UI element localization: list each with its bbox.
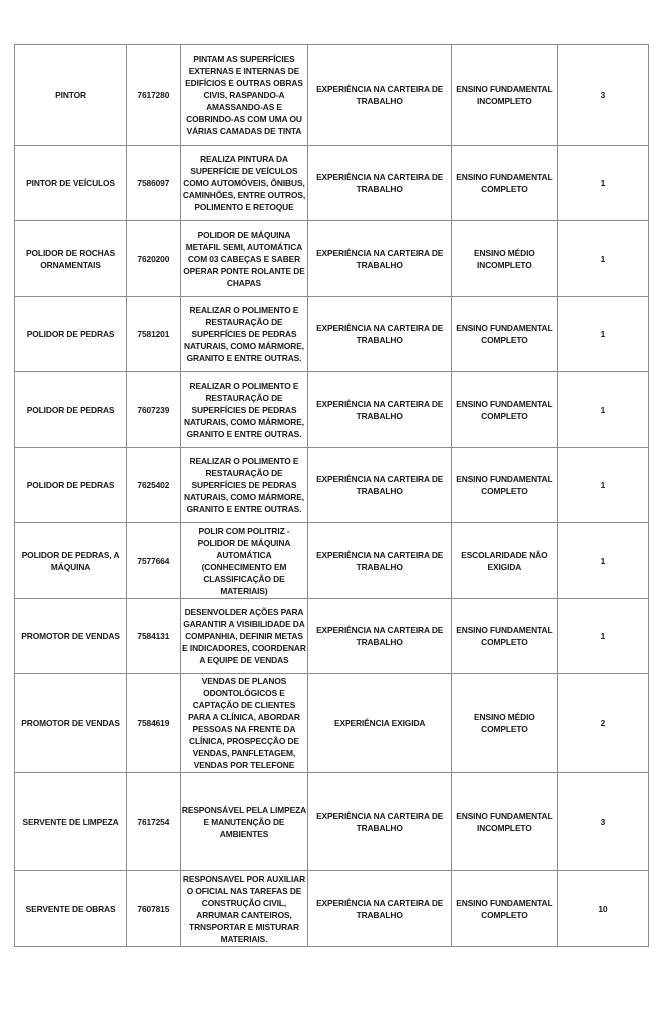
job-title: PINTOR DE VEÍCULOS [15,146,127,221]
job-description: POLIDOR DE MÁQUINA METAFIL SEMI, AUTOMÁTICA COM 03 CABEÇAS E SABER OPERAR PONTE ROLANTE DE CHAPAS [180,221,308,297]
job-description: PINTAM AS SUPERFÍCIES EXTERNAS E INTERNAS DE EDIFÍCIOS E OUTRAS OBRAS CIVIS, RASPANDO-A AMASSANDO-AS E COBRINDO-AS COM UMA OU VÁRIAS CAMADAS DE TINTA [180,45,308,146]
job-listings-body [15,45,649,947]
job-education: ENSINO MÉDIO INCOMPLETO [451,221,557,297]
job-education: ENSINO FUNDAMENTAL COMPLETO [451,871,557,947]
job-experience: EXPERIÊNCIA NA CARTEIRA DE TRABALHO [308,221,452,297]
job-education: ENSINO FUNDAMENTAL COMPLETO [451,146,557,221]
job-description: POLIR COM POLITRIZ - POLIDOR DE MÁQUINA AUTOMÁTICA (CONHECIMENTO EM CLASSIFICAÇÃO DE MATERIAIS) [180,523,308,599]
job-vacancies: 1 [557,221,648,297]
job-code: 7620200 [127,221,180,297]
job-description: RESPONSAVEL POR AUXILIAR O OFICIAL NAS TAREFAS DE CONSTRUÇÃO CIVIL, ARRUMAR CANTEIROS, TRNSPORTAR E MISTURAR MATERIAIS. [180,871,308,947]
job-description: RESPONSÁVEL PELA LIMPEZA E MANUTENÇÃO DE AMBIENTES [180,773,308,871]
job-description: REALIZAR O POLIMENTO E RESTAURAÇÃO DE SUPERFÍCIES DE PEDRAS NATURAIS, COMO MÁRMORE, GRANITO E ENTRE OUTRAS. [180,297,308,372]
job-education: ENSINO FUNDAMENTAL COMPLETO [451,297,557,372]
table-row [15,297,649,372]
job-experience: EXPERIÊNCIA NA CARTEIRA DE TRABALHO [308,297,452,372]
job-title: SERVENTE DE LIMPEZA [15,773,127,871]
job-vacancies: 10 [557,871,648,947]
job-code: 7625402 [127,448,180,523]
job-experience: EXPERIÊNCIA NA CARTEIRA DE TRABALHO [308,146,452,221]
job-experience: EXPERIÊNCIA NA CARTEIRA DE TRABALHO [308,871,452,947]
table-row [15,146,649,221]
job-experience: EXPERIÊNCIA EXIGIDA [308,674,452,773]
job-code: 7577664 [127,523,180,599]
job-description: DESENVOLDER AÇÕES PARA GARANTIR A VISIBILIDADE DA COMPANHIA, DEFINIR METAS E INDICADORES, COORDENAR A EQUIPE DE VENDAS [180,599,308,674]
job-experience: EXPERIÊNCIA NA CARTEIRA DE TRABALHO [308,599,452,674]
job-code: 7607239 [127,372,180,448]
job-title: SERVENTE DE OBRAS [15,871,127,947]
job-code: 7586097 [127,146,180,221]
job-education: ENSINO FUNDAMENTAL INCOMPLETO [451,45,557,146]
table-row [15,674,649,773]
job-experience: EXPERIÊNCIA NA CARTEIRA DE TRABALHO [308,372,452,448]
job-vacancies: 1 [557,523,648,599]
job-code: 7584131 [127,599,180,674]
job-description: REALIZA PINTURA DA SUPERFÍCIE DE VEÍCULOS COMO AUTOMÓVEIS, ÔNIBUS, CAMINHÕES, ENTRE OUTROS, POLIMENTO E RETOQUE [180,146,308,221]
job-experience: EXPERIÊNCIA NA CARTEIRA DE TRABALHO [308,523,452,599]
job-vacancies: 1 [557,372,648,448]
job-code: 7584619 [127,674,180,773]
job-education: ESCOLARIDADE NÃO EXIGIDA [451,523,557,599]
job-experience: EXPERIÊNCIA NA CARTEIRA DE TRABALHO [308,448,452,523]
job-vacancies: 3 [557,45,648,146]
table-row [15,448,649,523]
job-title: POLIDOR DE PEDRAS [15,372,127,448]
job-title: POLIDOR DE PEDRAS [15,297,127,372]
job-education: ENSINO FUNDAMENTAL COMPLETO [451,448,557,523]
job-experience: EXPERIÊNCIA NA CARTEIRA DE TRABALHO [308,773,452,871]
table-row [15,372,649,448]
job-vacancies: 1 [557,146,648,221]
job-code: 7581201 [127,297,180,372]
job-code: 7617254 [127,773,180,871]
job-code: 7607815 [127,871,180,947]
job-description: REALIZAR O POLIMENTO E RESTAURAÇÃO DE SUPERFÍCIES DE PEDRAS NATURAIS, COMO MÁRMORE, GRANITO E ENTRE OUTRAS. [180,372,308,448]
job-description: REALIZAR O POLIMENTO E RESTAURAÇÃO DE SUPERFÍCIES DE PEDRAS NATURAIS, COMO MÁRMORE, GRANITO E ENTRE OUTRAS. [180,448,308,523]
job-education: ENSINO FUNDAMENTAL COMPLETO [451,372,557,448]
table-row [15,599,649,674]
job-listings-table [14,44,649,947]
job-education: ENSINO FUNDAMENTAL INCOMPLETO [451,773,557,871]
job-code: 7617280 [127,45,180,146]
job-title: POLIDOR DE PEDRAS, A MÁQUINA [15,523,127,599]
job-title: POLIDOR DE ROCHAS ORNAMENTAIS [15,221,127,297]
job-vacancies: 1 [557,448,648,523]
job-vacancies: 1 [557,297,648,372]
job-description: VENDAS DE PLANOS ODONTOLÓGICOS E CAPTAÇÃO DE CLIENTES PARA A CLÍNICA, ABORDAR PESSOAS NA FRENTE DA CLÍNICA, PROSPECÇÃO DE VENDAS, PANFLETAGEM, VENDAS POR TELEFONE [180,674,308,773]
job-experience: EXPERIÊNCIA NA CARTEIRA DE TRABALHO [308,45,452,146]
job-title: PINTOR [15,45,127,146]
table-row [15,871,649,947]
table-row [15,221,649,297]
table-row [15,773,649,871]
job-vacancies: 1 [557,599,648,674]
job-vacancies: 3 [557,773,648,871]
job-title: POLIDOR DE PEDRAS [15,448,127,523]
job-title: PROMOTOR DE VENDAS [15,674,127,773]
job-education: ENSINO MÉDIO COMPLETO [451,674,557,773]
job-vacancies: 2 [557,674,648,773]
job-title: PROMOTOR DE VENDAS [15,599,127,674]
table-row [15,45,649,146]
table-row [15,523,649,599]
job-education: ENSINO FUNDAMENTAL COMPLETO [451,599,557,674]
